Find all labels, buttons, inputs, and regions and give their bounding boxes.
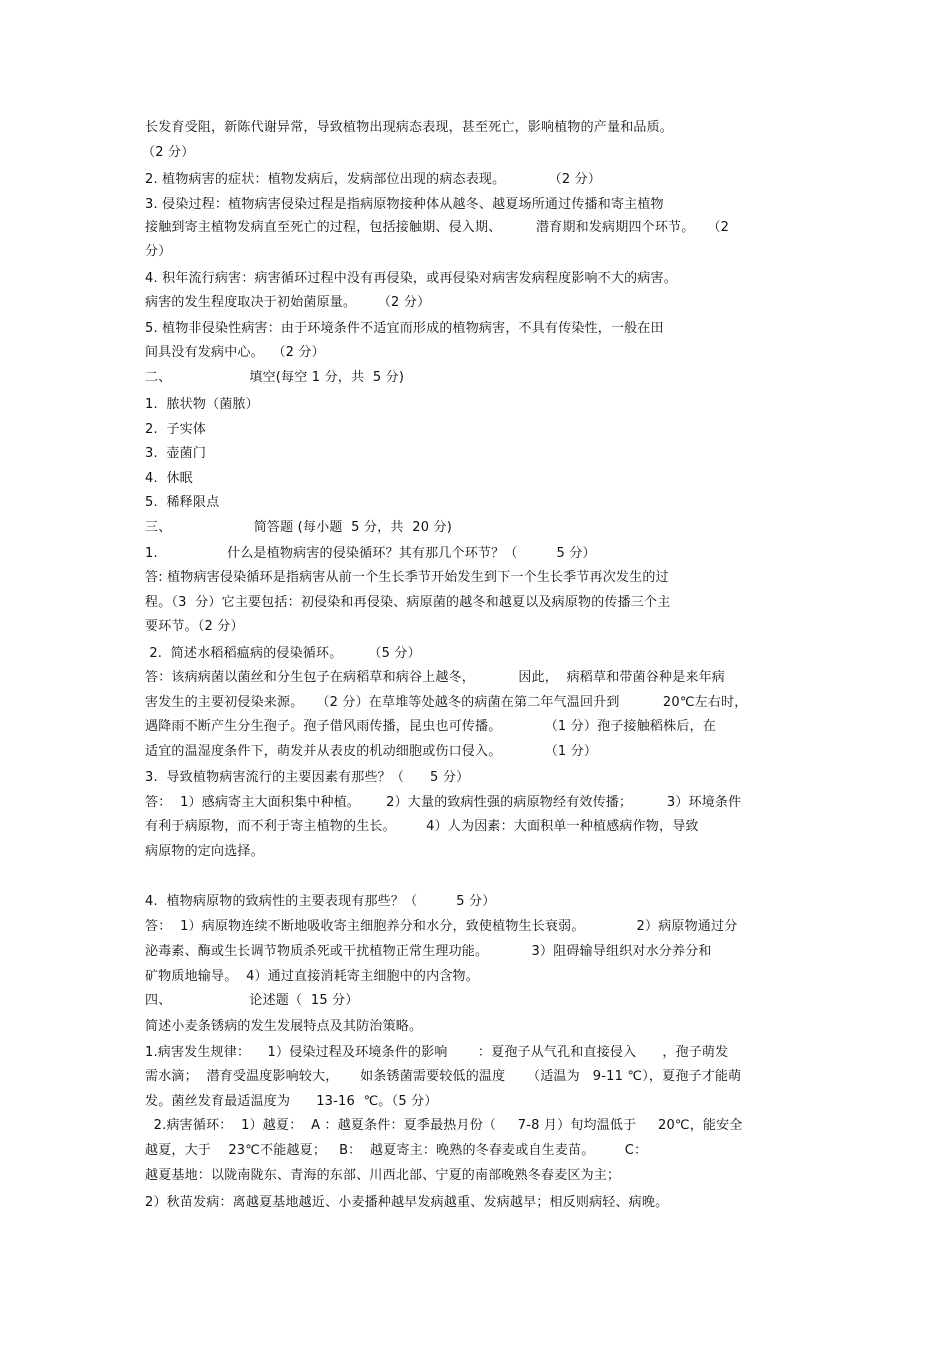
- text-line: 答：该病病菌以菌丝和分生包子在病稻草和病谷上越冬， 因此， 病稻草和带菌谷种是来年病: [145, 670, 725, 685]
- text-line: 病害的发生程度取决于初始菌原量。 （2 分）: [145, 295, 431, 310]
- text-line: 泌毒素、酶或生长调节物质杀死或干扰植物正常生理功能。 3）阻碍输导组织对水分养分和: [145, 944, 712, 959]
- text-line: 答： 1）病原物连续不断地吸收寄主细胞养分和水分，致使植物生长衰弱。 2）病原物通过分: [145, 919, 738, 934]
- text-line: 长发育受阻，新陈代谢异常，导致植物出现病态表现，甚至死亡，影响植物的产量和品质。: [145, 120, 674, 135]
- text-line: 3. 侵染过程：植物病害侵染过程是指病原物接种体从越冬、越夏场所通过传播和寄主植物: [145, 197, 664, 212]
- text-line: 病原物的定向选择。: [145, 844, 264, 859]
- list-item: 4. 休眠: [145, 471, 193, 486]
- text-line: 需水滴； 潜育受温度影响较大， 如条锈菌需要较低的温度 （适温为 9-11 ℃），夏孢子才能萌: [145, 1069, 742, 1084]
- text-line: 越夏基地：以陇南陇东、青海的东部、川西北部、宁夏的南部晚熟冬春麦区为主；: [145, 1168, 621, 1183]
- text-line: 1.病害发生规律： 1）侵染过程及环境条件的影响 ：夏孢子从气孔和直接侵入 ，孢子萌发: [145, 1045, 729, 1060]
- list-item: 5. 稀释限点: [145, 495, 220, 510]
- section-heading: 四、 论述题（ 15 分）: [145, 993, 359, 1008]
- text-line: 程。（3 分）它主要包括：初侵染和再侵染、病原菌的越冬和越夏以及病原物的传播三个主: [145, 595, 671, 610]
- section-heading: 三、 简答题 (每小题 5 分，共 20 分): [145, 520, 452, 535]
- text-line: 答: 植物病害侵染循环是指病害从前一个生长季节开始发生到下一个生长季节再次发生的过: [145, 570, 669, 585]
- text-line: 2）秋苗发病：离越夏基地越近、小麦播种越早发病越重、发病越早；相反则病轻、病晚。: [145, 1195, 669, 1210]
- text-line: 简述小麦条锈病的发生发展特点及其防治策略。: [145, 1019, 423, 1034]
- text-line: 2. 植物病害的症状：植物发病后，发病部位出现的病态表现。 （2 分）: [145, 172, 602, 187]
- text-line: 越夏，大于 23℃不能越夏； B： 越夏寄主：晚熟的冬春麦或自生麦苗。 C：: [145, 1143, 648, 1158]
- text-line: 要环节。（2 分）: [145, 619, 244, 634]
- text-line: 间具没有发病中心。 （2 分）: [145, 345, 325, 360]
- list-item: 3. 壶菌门: [145, 446, 207, 461]
- question: 1. 什么是植物病害的侵染循环？其有那几个环节？（ 5 分）: [145, 546, 596, 561]
- text-line: 有利于病原物，而不利于寄主植物的生长。 4）人为因素：大面积单一种植感病作物，导致: [145, 819, 699, 834]
- text-line: 答： 1）感病寄主大面积集中种植。 2）大量的致病性强的病原物经有效传播； 3）环境条件: [145, 795, 742, 810]
- question: 2. 简述水稻稻瘟病的侵染循环。 （5 分）: [145, 646, 421, 661]
- question: 3. 导致植物病害流行的主要因素有那些？（ 5 分）: [145, 770, 470, 785]
- text-line: 发。菌丝发育最适温度为 13-16 ℃。（5 分）: [145, 1094, 438, 1109]
- text-line: 5. 植物非侵染性病害：由于环境条件不适宜而形成的植物病害，不具有传染性，一般在田: [145, 321, 664, 336]
- text-line: 分）: [145, 244, 172, 259]
- text-line: 2.病害循环： 1）越夏： A ：越夏条件：夏季最热月份（ 7-8 月）旬均温低于 20℃，能安全: [145, 1118, 743, 1133]
- text-line: （2 分）: [142, 145, 195, 160]
- list-item: 2. 子实体: [145, 422, 207, 437]
- text-line: 矿物质地输导。 4）通过直接消耗寄主细胞中的内含物。: [145, 969, 479, 984]
- text-line: 害发生的主要初侵染来源。 （2 分）在草堆等处越冬的病菌在第二年气温回升到 20℃左右时，: [145, 695, 748, 710]
- text-line: 遇降雨不断产生分生孢子。孢子借风雨传播，昆虫也可传播。 （1 分）孢子接触稻株后，在: [145, 719, 716, 734]
- text-line: 接触到寄主植物发病直至死亡的过程，包括接触期、侵入期、 潜育期和发病期四个环节。 （2: [145, 220, 730, 235]
- text-line: 4. 积年流行病害：病害循环过程中没有再侵染，或再侵染对病害发病程度影响不大的病害。: [145, 271, 677, 286]
- question: 4. 植物病原物的致病性的主要表现有那些？（ 5 分）: [145, 894, 496, 909]
- text-line: 适宜的温湿度条件下，萌发并从表皮的机动细胞或伤口侵入。 （1 分）: [145, 744, 598, 759]
- list-item: 1. 脓状物（菌脓）: [145, 397, 259, 412]
- section-heading: 二、 填空(每空 1 分，共 5 分): [145, 370, 405, 385]
